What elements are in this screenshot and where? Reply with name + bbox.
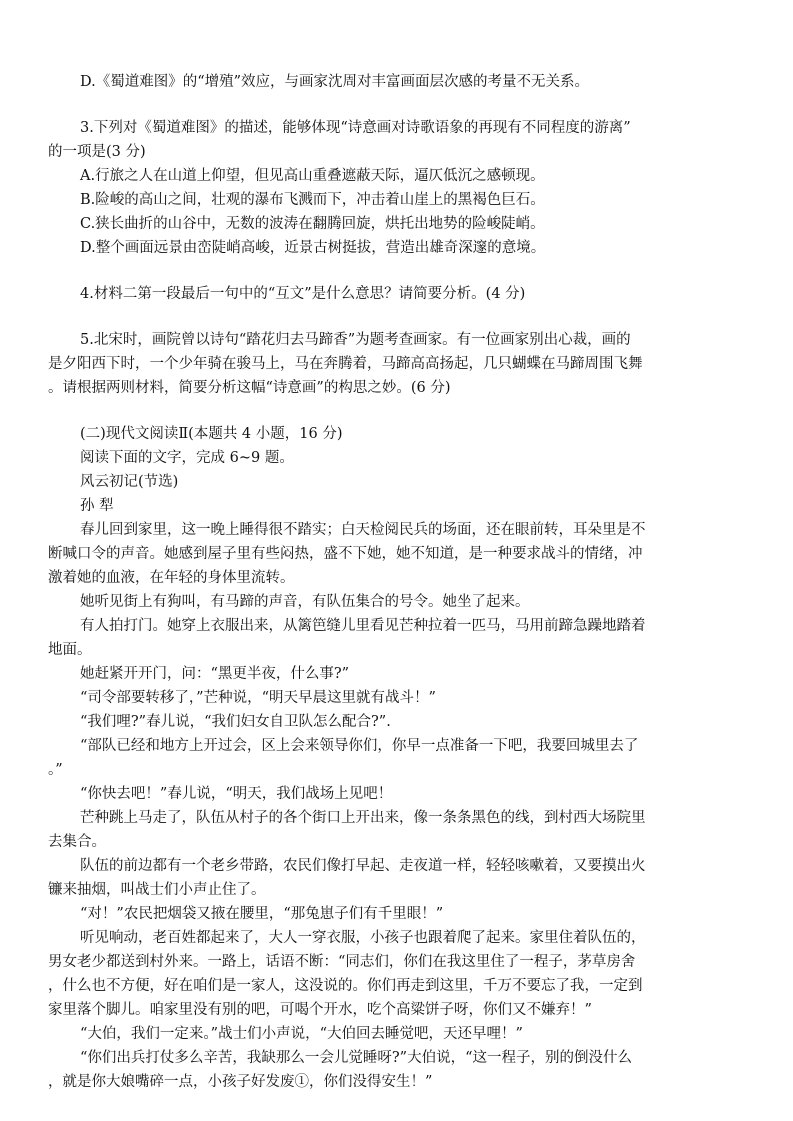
q5-line1: 5.北宋时，画院曾以诗句“踏花归去马蹄香”为题考查画家。有一位画家别出心裁，画的	[80, 332, 631, 348]
passage-line: ，就是你大娘嘴碎一点，小孩子好发废①，你们没得安生！”	[48, 1074, 433, 1090]
passage-line: “你快去吧！”春儿说，“明天，我们战场上见吧！	[80, 786, 393, 802]
section-2-heading	[48, 422, 752, 518]
q3-stem-line1: 3.下列对《蜀道难图》的描述，能够体现“诗意画对诗歌语象的再现有不同程度的游离”	[80, 120, 631, 136]
passage-line: ，什么也不方便，好在咱们是一家人，这没说的。你们再走到这里，千万不要忘了我，一定到	[48, 978, 643, 994]
passage-line: 芒种跳上马走了，队伍从村子的各个街口上开出来，像一条条黑色的线，到村西大场院里	[80, 810, 646, 826]
passage-line: 她赶紧开开门，问：“黑更半夜，什么事?”	[80, 666, 350, 682]
question-3	[48, 116, 752, 260]
passage-line: “大伯，我们一定来。”战士们小声说，“大伯回去睡觉吧，天还早哩！”	[80, 1026, 523, 1042]
passage-line: 地面。	[48, 642, 92, 658]
passage-line: “部队已经和地方上开过会，区上会来领导你们，你早一点准备一下吧，我要回城里去了	[80, 738, 639, 754]
section-header: (二)现代文阅读Ⅱ(本题共 4 小题，16 分)	[80, 426, 343, 442]
q2-option-d: D.《蜀道难图》的“增殖”效应，与画家沈周对丰富画面层次感的考量不无关系。	[80, 74, 590, 90]
passage-line: 男女老少都送到村外来。一路上，话语不断：“同志们，你们在我这里住了一程子，茅草房舍	[48, 954, 636, 970]
document-page	[48, 70, 752, 1094]
passage-line: 有人拍打门。她穿上衣服出来，从篱笆缝儿里看见芒种拉着一匹马，马用前蹄急躁地踏着	[80, 618, 646, 634]
passage-line: 她听见街上有狗叫，有马蹄的声音，有队伍集合的号令。她坐了起来。	[80, 594, 530, 610]
q3-option-b: B.险峻的高山之间，壮观的瀑布飞溅而下，冲击着山崖上的黑褐色巨石。	[80, 192, 545, 208]
passage-line: 家里落个脚儿。咱家里没有别的吧，可喝个开水，吃个高粱饼子呀，你们又不嫌弃！”	[48, 1002, 592, 1018]
passage-line: “我们哩?”春儿说，“我们妇女自卫队怎么配合?”.	[80, 714, 391, 730]
passage-line: 断喊口令的声音。她感到屋子里有些闷热，盛不下她，她不知道，是一种要求战斗的情绪，冲	[48, 546, 643, 562]
q5-line2: 是夕阳西下时，一个少年骑在骏马上，马在奔腾着，马蹄高高扬起，几只蝴蝶在马蹄周围飞舞	[48, 356, 643, 372]
q3-option-a: A.行旅之人在山道上仰望，但见高山重叠遮蔽天际，逼仄低沉之感顿现。	[80, 168, 545, 184]
passage-line: “司令部要转移了，”芒种说，“明天早晨这里就有战斗！”	[80, 690, 436, 706]
passage-line: 听见响动，老百姓都起来了，大人一穿衣服，小孩子也跟着爬了起来。家里住着队伍的，	[80, 930, 646, 946]
passage-line: 去集合。	[48, 834, 106, 850]
passage-line: 春儿回到家里，这一晚上睡得很不踏实；白天检阅民兵的场面，还在眼前转，耳朵里是不	[80, 522, 646, 538]
section-instruction: 阅读下面的文字，完成 6~9 题。	[80, 450, 294, 466]
q3-option-c: C.狭长曲折的山谷中，无数的波涛在翻腾回旋，烘托出地势的险峻陡峭。	[80, 216, 545, 232]
passage-line: “对！”农民把烟袋又掖在腰里，“那兔崽子们有千里眼！”	[80, 906, 444, 922]
q5-line3: 。请根据两则材料，简要分析这幅“诗意画”的构思之妙。(6 分)	[48, 380, 451, 396]
passage-line: “你们出兵打仗多么辛苦，我缺那么一会儿觉睡呀?”大伯说，“这一程子，别的倒没什么	[80, 1050, 633, 1066]
passage-line: 镰来抽烟，叫战士们小声止住了。	[48, 882, 266, 898]
passage-line: 激着她的血液，在年轻的身体里流转。	[48, 570, 295, 586]
passage-body	[48, 518, 752, 1094]
passage-line: 。”	[48, 762, 63, 778]
question-4: 4.材料二第一段最后一句中的“互文”是什么意思？请简要分析。(4 分)	[80, 286, 526, 302]
passage-title: 风云初记(节选)	[80, 474, 179, 490]
q3-option-d: D.整个画面远景由峦陡峭高峻，近景古树挺拔，营造出雄奇深邃的意境。	[80, 240, 546, 256]
passage-author: 孙 犁	[80, 498, 114, 514]
question-5	[48, 328, 752, 400]
q3-stem-line2: 的一项是(3 分)	[48, 144, 146, 160]
passage-line: 队伍的前边都有一个老乡带路，农民们像打早起、走夜道一样，轻轻咳嗽着，又要摸出火	[80, 858, 646, 874]
